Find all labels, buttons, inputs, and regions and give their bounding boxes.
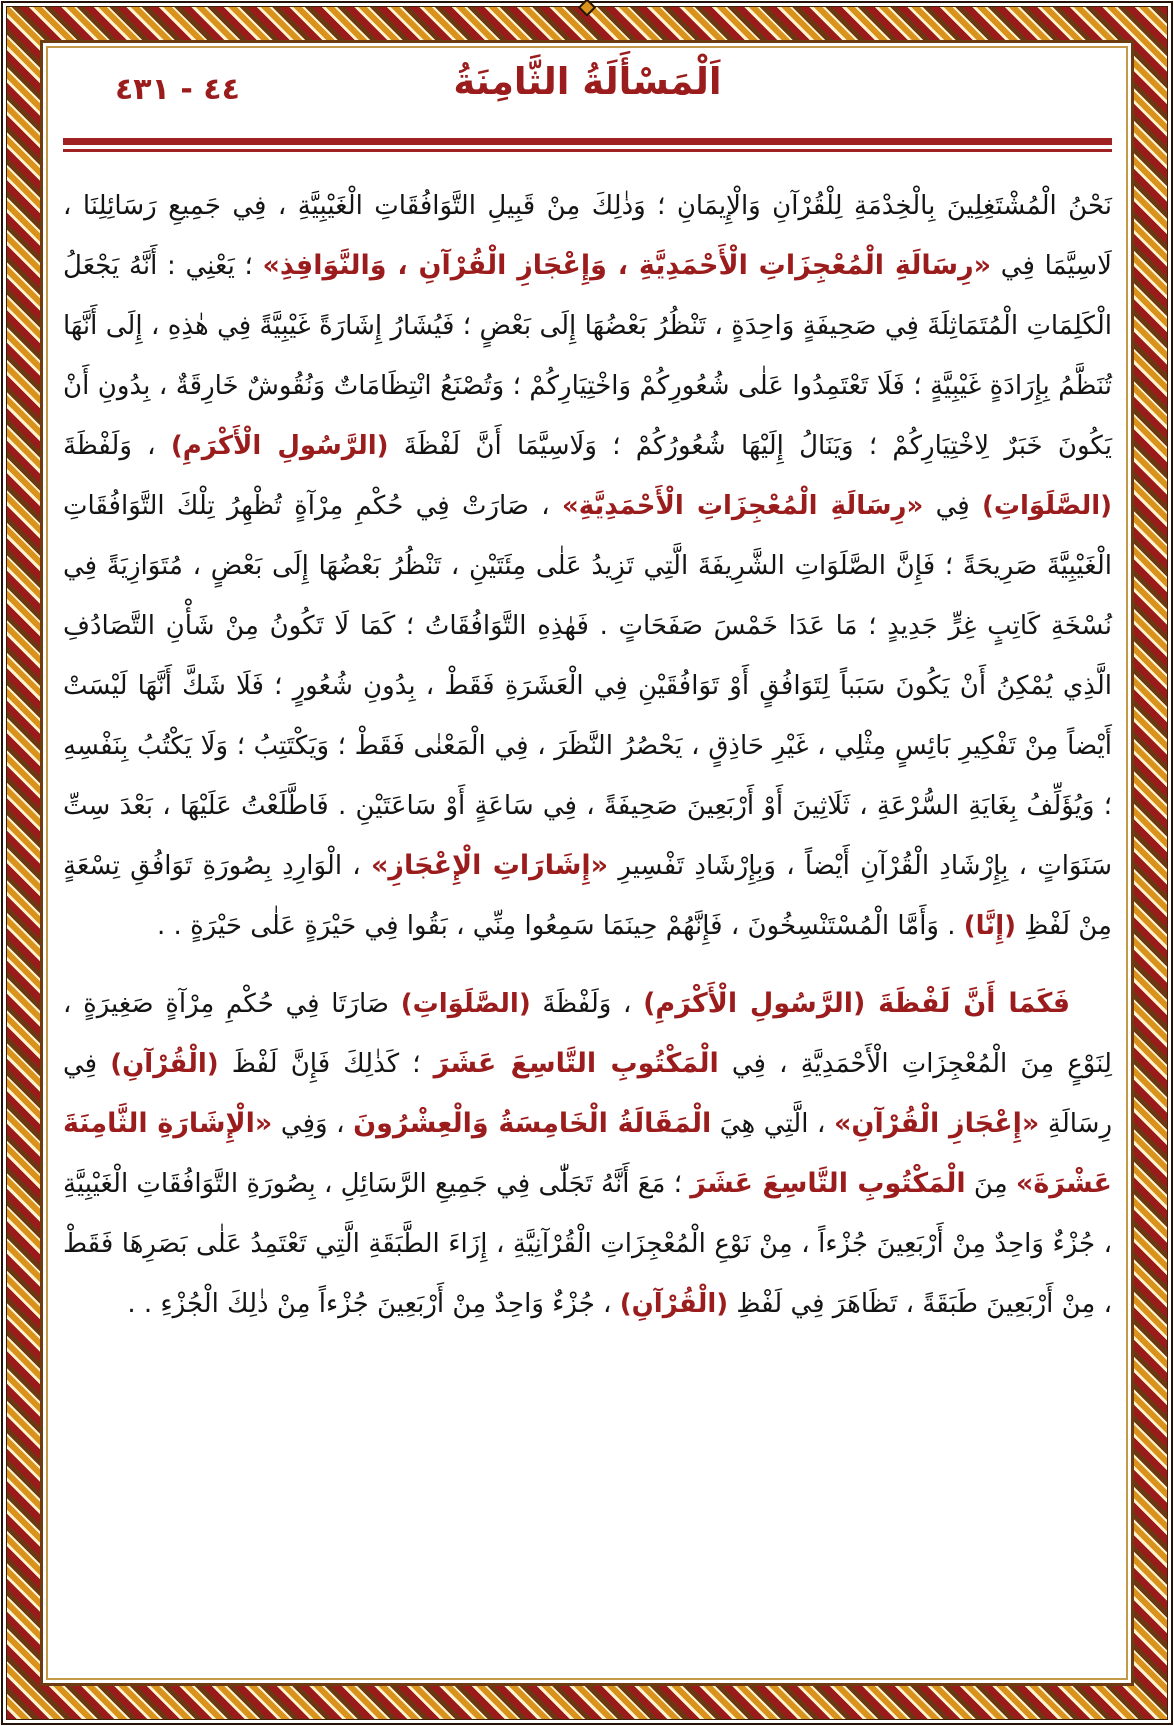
text-segment: فَكَمَا أَنَّ لَفْظَةَ (الرَّسُولِ الْأَكْرَمِ) [643,988,1071,1019]
text-segment: (إِنَّا) [963,911,1016,941]
text-segment: ، وَلَفْظَةَ [530,989,644,1019]
text-segment: «رِسَالَةِ الْمُعْجِزَاتِ الْأَحْمَدِيَّةِ» [561,491,924,521]
text-segment: ، جُزْءٌ وَاحِدٌ مِنْ أَرْبَعِينَ جُزْءاً مِنْ ذٰلِكَ الْجُزْءِ . . [127,1289,620,1319]
text-segment: الْمَقَالَةُ الْخَامِسَةُ وَالْعِشْرُونَ [353,1108,712,1139]
text-segment: ؛ يَعْنِي : أَنَّهُ يَجْعَلُ الْكَلِمَاتِ الْمُتَمَاثِلَةَ فِي صَحِيفَةٍ وَاحِدَةٍ ، تَنْظُرُ بَعْضُهَا إِلَى بَعْضٍ ؛ فَيُشَارُ إِشَارَةً غَيْبِيَّةً فِي هٰذِهِ ، إِلَى أَنَّهَا تُنَظَّمُ بِإِرَادَةٍ غَيْبِيَّةٍ ؛ فَلَا تَعْتَمِدُوا عَلٰى شُعُورِكُمْ وَاخْتِيَارِكُمْ ؛ وَتُصْنَعُ انْتِظَامَاتٌ وَنُقُوشٌ خَارِقَةٌ ، بِدُونِ أَنْ يَكُونَ خَبَرٌ لِاخْتِيَارِكُمْ ؛ وَيَنَالُ إِلَيْهَا شُعُورُكُمْ ؛ وَلَاسِيَّمَا أَنَّ لَفْظَةَ [63,251,1113,461]
text-segment: فِي [923,491,982,521]
text-segment: «إِعْجَازِ الْقُرْآنِ» [833,1108,1040,1139]
text-segment: الْمَكْتُوبِ التَّاسِعَ عَشَرَ [690,1168,966,1199]
text-segment: ؛ مَعَ أَنَّهُ تَجَلّٰى فِي جَمِيعِ الرَّسَائِلِ ، بِصُورَةِ التَّوَافُقَاتِ الْغَيْبِيَّةِ ، جُزْءٌ وَاحِدٌ مِنْ أَرْبَعِينَ جُزْءاً ، مِنْ نَوْعِ الْمُعْجِزَاتِ الْقُرْآنِيَّةِ ، إِزَاءَ الطَّبَقَةِ الَّتِي تَعْتَمِدُ عَلٰى بَصَرِهَا فَقَطْ ، مِنْ أَرْبَعِينَ طَبَقَةً ، تَظَاهَرَ فِي لَفْظِ [63,1169,1112,1319]
divider-thin-line [63,149,1112,152]
text-segment: مِنَ [965,1169,1016,1199]
paragraph [63,176,1112,956]
page-title: اَلْمَسْأَلَةُ الثَّامِنَةُ [453,60,722,103]
double-rule-divider [63,138,1112,152]
text-segment: ، الَّتِي هِيَ [711,1109,834,1139]
divider-thick-line [63,138,1112,145]
paragraph [63,974,1112,1334]
text-segment: ، وَلَفْظَةَ [63,431,171,461]
text-segment: الْمَكْتُوبِ التَّاسِعَ عَشَرَ [433,1048,719,1079]
text-segment: «إِشَارَاتِ الْإِعْجَازِ» [370,850,609,881]
text-segment: «رِسَالَةِ الْمُعْجِزَاتِ الْأَحْمَدِيَّةِ ، وَإِعْجَازِ الْقُرْآنِ ، وَالنَّوَافِذِ» [262,250,992,281]
text-segment: ؛ كَذٰلِكَ فَإِنَّ لَفْظَ [218,1049,434,1079]
text-segment: فِي رِسَالَةِ [63,1049,1113,1139]
text-segment: ، الْوَارِدِ بِصُورَةِ تَوَافُقِ تِسْعَةٍ مِنْ لَفْظِ [63,851,1112,941]
text-segment: (الصَّلَوَاتِ) [400,989,531,1019]
text-segment: ، وَفِي [272,1109,354,1139]
page-header [63,56,1112,122]
text-segment: (الْقُرْآنِ) [619,1289,729,1319]
text-segment: «الْإِشَارَةِ الثَّامِنَةَ عَشْرَةَ» [63,1108,1113,1199]
page-content [63,56,1112,1668]
text-segment: . وَأَمَّا الْمُسْتَنْسِخُونَ ، فَإِنَّهُمْ حِينَمَا سَمِعُوا مِنِّي ، بَقُوا فِي حَيْرَةٍ عَلٰى حَيْرَةٍ . . [157,911,964,941]
text-segment: (الْقُرْآنِ) [110,1049,219,1079]
text-segment: صَارَتَا فِي حُكْمِ مِرْآةٍ صَغِيرَةٍ ، لِنَوْعٍ مِنَ الْمُعْجِزَاتِ الْأَحْمَدِيَّةِ ، فِي [63,989,1112,1079]
text-segment: (الصَّلَوَاتِ) [981,491,1112,521]
page-number: ٤٤ - ٤٣١ [115,72,240,107]
text-segment: نَحْنُ الْمُشْتَغِلِينَ بِالْخِدْمَةِ لِلْقُرْآنِ وَالْإِيمَانِ ؛ وَذٰلِكَ مِنْ قَبِيلِ التَّوَافُقَاتِ الْغَيْبِيَّةِ ، فِي جَمِيعِ رَسَائِلِنَا ، لَاسِيَّمَا فِي [63,191,1113,281]
body-text [63,176,1112,1334]
text-segment: (الرَّسُولِ الْأَكْرَمِ) [170,431,389,461]
text-segment: ، صَارَتْ فِي حُكْمِ مِرْآةٍ تُظْهِرُ تِلْكَ التَّوَافُقَاتِ الْغَيْبِيَّةَ صَرِيحَةً ؛ فَإِنَّ الصَّلَوَاتِ الشَّرِيفَةَ الَّتِي تَزِيدُ عَلٰى مِئَتَيْنِ ، تَنْظُرُ بَعْضُهَا إِلَى بَعْضٍ ، مُتَوَازِيَةً فِي نُسْخَةِ كَاتِبٍ غِرٍّ جَدِيدٍ ؛ مَا عَدَا خَمْسَ صَفَحَاتٍ . فَهٰذِهِ التَّوَافُقَاتُ ؛ كَمَا لَا تَكُونُ مِنْ شَأْنِ التَّصَادُفِ الَّذِي يُمْكِنُ أَنْ يَكُونَ سَبَباً لِتَوَافُقٍ أَوْ تَوَافُقَيْنِ فِي الْعَشَرَةِ فَقَطْ ، بِدُونِ شُعُورٍ ؛ فَلَا شَكَّ أَنَّهَا لَيْسَتْ أَيْضاً مِنْ تَفْكِيرِ بَائِسٍ مِثْلِي ، غَيْرِ حَاذِقٍ ، يَحْصُرُ النَّظَرَ ، فِي الْمَعْنٰى فَقَطْ ؛ وَيَكْتَتِبُ ؛ وَلَا يَكْتُبُ بِنَفْسِهِ ؛ وَيُؤَلِّفُ بِغَايَةِ السُّرْعَةِ ، ثَلَاثِينَ أَوْ أَرْبَعِينَ صَحِيفَةً ، فِي سَاعَةٍ أَوْ سَاعَتَيْنِ . فَاطَّلَعْتُ عَلَيْهَا ، بَعْدَ سِتِّ سَنَوَاتٍ ، بِإِرْشَادِ الْقُرْآنِ أَيْضاً ، وَبِإِرْشَادِ تَفْسِيرِ [63,491,1112,881]
